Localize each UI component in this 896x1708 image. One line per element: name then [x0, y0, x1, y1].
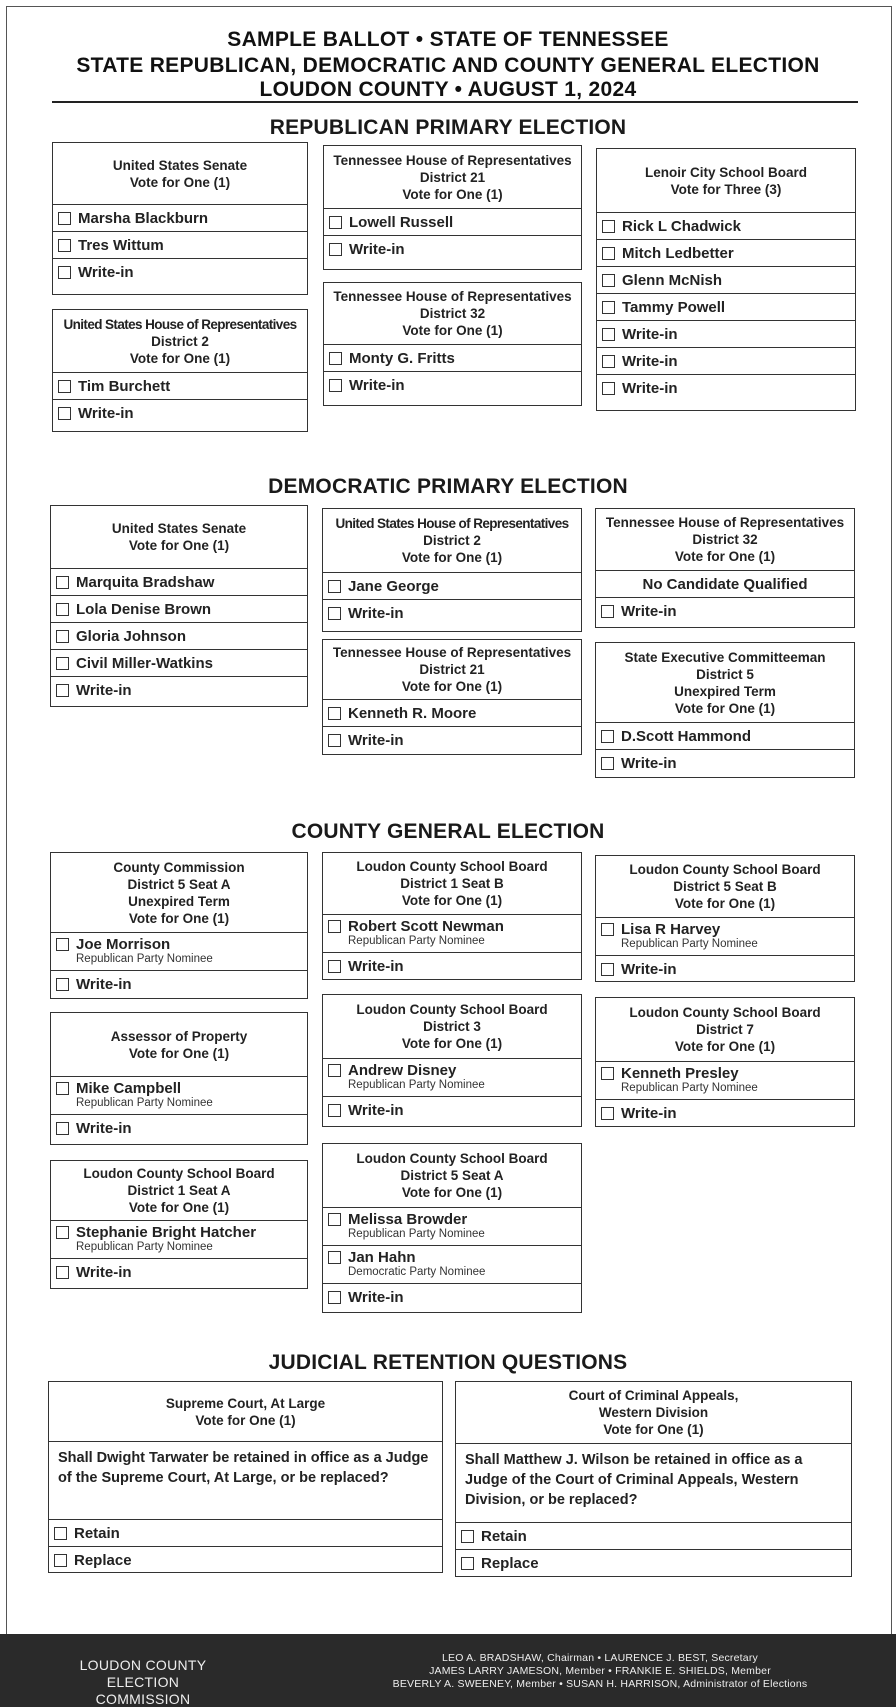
write-in-label: Write-in [348, 1102, 404, 1119]
candidate-name: Lowell Russell [349, 213, 454, 231]
checkbox[interactable] [601, 1067, 614, 1080]
vote-instruction: Vote for One (1) [401, 550, 503, 565]
contest-header [51, 506, 307, 569]
candidate-name: Andrew Disney [348, 1062, 457, 1079]
contest-header [456, 1382, 851, 1444]
candidate-option[interactable] [51, 1077, 307, 1115]
contest-title: Tennessee House of Representatives [333, 289, 572, 304]
contest-header [596, 998, 854, 1062]
candidate-option[interactable] [323, 1059, 581, 1097]
party-label: Republican Party Nominee [348, 1228, 485, 1240]
checkbox[interactable] [328, 580, 341, 593]
checkbox[interactable] [58, 380, 71, 393]
checkbox[interactable] [328, 707, 341, 720]
district-label: District 3 [423, 1019, 481, 1034]
school-board-1b-contest [322, 852, 582, 980]
contest-title: Tennessee House of Representatives [605, 515, 845, 530]
contest-title: Supreme Court, At Large [165, 1395, 326, 1411]
contest-header [323, 640, 581, 700]
candidate-option[interactable] [596, 723, 854, 750]
write-in-label: Write-in [349, 377, 405, 394]
district-label: District 32 [419, 306, 486, 321]
contest-header [596, 643, 854, 723]
party-label: Democratic Party Nominee [348, 1266, 486, 1278]
candidate-option[interactable] [596, 918, 854, 956]
vote-instruction: Vote for One (1) [128, 1200, 230, 1215]
checkbox[interactable] [602, 220, 615, 233]
supreme-court-question [48, 1381, 443, 1573]
option-label: Replace [74, 1552, 132, 1569]
ballot-title: SAMPLE BALLOT • STATE OF TENNESSEE [227, 28, 669, 51]
checkbox[interactable] [56, 1082, 69, 1095]
party-label: Republican Party Nominee [348, 935, 485, 947]
checkbox[interactable] [461, 1530, 474, 1543]
dem-tn-house-32-contest [595, 508, 855, 628]
members-line-2: JAMES LARRY JAMESON, Member • FRANKIE E. SHIELDS, Member [429, 1665, 771, 1677]
write-in-option[interactable] [324, 236, 581, 263]
candidate-option[interactable] [51, 569, 307, 596]
district-label: District 5 Seat A [400, 1168, 504, 1183]
checkbox[interactable] [58, 266, 71, 279]
checkbox[interactable] [328, 734, 341, 747]
write-in-option[interactable] [51, 1115, 307, 1142]
candidate-option[interactable] [597, 240, 855, 267]
district-label: District 32 [692, 532, 758, 547]
contest-header [53, 310, 307, 373]
checkbox[interactable] [56, 1226, 69, 1239]
contest-header [323, 995, 581, 1059]
vote-instruction: Vote for One (1) [401, 893, 503, 908]
footer-bar [0, 1634, 896, 1707]
district-label: District 5 Seat A [127, 876, 231, 892]
checkbox[interactable] [602, 301, 615, 314]
checkbox[interactable] [328, 920, 341, 933]
contest-header [323, 1144, 581, 1208]
vote-instruction: Vote for One (1) [402, 323, 503, 338]
contest-header [49, 1382, 442, 1442]
write-in-option[interactable] [324, 372, 581, 399]
county-section-title: COUNTY GENERAL ELECTION [291, 820, 605, 843]
members-line-3: BEVERLY A. SWEENEY, Member • SUSAN H. HARRISON, Administrator of Elections [392, 1678, 808, 1690]
checkbox[interactable] [56, 1122, 69, 1135]
checkbox[interactable] [602, 355, 615, 368]
vote-instruction: Vote for One (1) [401, 1036, 503, 1051]
vote-instruction: Vote for Three (3) [670, 181, 782, 197]
retention-question-text: Shall Matthew J. Wilson be retained in office as a Judge of the Court of Criminal Appeals, Western Division, or be replaced? [456, 1444, 851, 1523]
vote-instruction: Vote for One (1) [401, 1185, 503, 1200]
rep-lenoir-school-board-contest [596, 148, 856, 411]
commission-name [58, 1657, 228, 1708]
write-in-label: Write-in [621, 755, 677, 772]
checkbox[interactable] [58, 212, 71, 225]
members-line-1: LEO A. BRADSHAW, Chairman • LAURENCE J. BEST, Secretary [442, 1652, 758, 1664]
commission-line-1: LOUDON COUNTY [79, 1657, 207, 1673]
party-label: Republican Party Nominee [76, 1097, 213, 1109]
write-in-option[interactable] [597, 348, 855, 375]
write-in-label: Write-in [76, 1120, 132, 1137]
candidate-name: Mike Campbell [76, 1080, 182, 1097]
contest-title: Loudon County School Board [83, 1166, 275, 1181]
write-in-option[interactable] [596, 750, 854, 777]
write-in-label: Write-in [78, 405, 134, 422]
contest-title: Loudon County School Board [356, 1002, 548, 1017]
candidate-option[interactable] [323, 700, 581, 727]
school-board-5b-contest [595, 855, 855, 982]
write-in-option[interactable] [597, 375, 855, 402]
option-label: Retain [74, 1524, 120, 1542]
write-in-label: Write-in [621, 961, 677, 978]
checkbox[interactable] [328, 1251, 341, 1264]
write-in-option[interactable] [597, 321, 855, 348]
party-label: Republican Party Nominee [76, 1241, 213, 1253]
county-date: LOUDON COUNTY • AUGUST 1, 2024 [259, 78, 637, 101]
vote-instruction: Vote for One (1) [401, 679, 503, 694]
contest-title: Loudon County School Board [629, 1005, 821, 1020]
criminal-appeals-question [455, 1381, 852, 1577]
term-label: Unexpired Term [128, 893, 230, 909]
retention-question-text: Shall Dwight Tarwater be retained in office as a Judge of the Supreme Court, At Large, or be replaced? [49, 1442, 442, 1520]
checkbox[interactable] [56, 657, 69, 670]
commission-line-2: ELECTION COMMISSION [95, 1674, 191, 1707]
contest-header [596, 856, 854, 918]
contest-title: United States Senate [112, 157, 248, 173]
rep-senate-contest [52, 142, 308, 295]
write-in-option[interactable] [51, 1259, 307, 1286]
write-in-option[interactable] [51, 971, 307, 998]
write-in-label: Write-in [621, 1105, 677, 1122]
write-in-option[interactable] [51, 677, 307, 704]
contest-title: Lenoir City School Board [644, 164, 807, 180]
contest-title: Loudon County School Board [356, 1151, 548, 1166]
candidate-option[interactable] [53, 232, 307, 259]
candidate-name: Civil Miller-Watkins [76, 654, 213, 672]
rep-us-house-contest [52, 309, 308, 432]
candidate-name: Monty G. Fritts [349, 349, 455, 367]
candidate-name: D.Scott Hammond [621, 727, 752, 745]
contest-header [597, 149, 855, 213]
write-in-option[interactable] [323, 1097, 581, 1124]
vote-instruction: Vote for One (1) [128, 1045, 230, 1061]
header-rule [52, 101, 858, 103]
checkbox[interactable] [602, 382, 615, 395]
candidate-name: Kenneth R. Moore [348, 704, 477, 722]
checkbox[interactable] [56, 603, 69, 616]
vote-instruction: Vote for One (1) [674, 1039, 776, 1054]
contest-title: Loudon County School Board [629, 862, 821, 877]
replace-option[interactable] [49, 1547, 442, 1574]
candidate-option[interactable] [323, 915, 581, 953]
candidate-option[interactable] [53, 205, 307, 232]
candidate-option[interactable] [596, 1062, 854, 1100]
checkbox[interactable] [601, 963, 614, 976]
candidate-name: Gloria Johnson [76, 627, 187, 645]
contest-header [324, 146, 581, 209]
write-in-label: Write-in [348, 732, 404, 749]
contest-header [323, 509, 581, 573]
candidate-option[interactable] [323, 1246, 581, 1284]
party-label: Republican Party Nominee [621, 938, 758, 950]
candidate-name: Jan Hahn [348, 1249, 416, 1266]
candidate-name: Tim Burchett [78, 377, 171, 395]
candidate-option[interactable] [323, 573, 581, 600]
contest-title: United States Senate [111, 521, 247, 536]
checkbox[interactable] [601, 1107, 614, 1120]
checkbox[interactable] [328, 960, 341, 973]
write-in-label: Write-in [348, 958, 404, 975]
candidate-option[interactable] [597, 267, 855, 294]
district-label: District 5 Seat B [673, 879, 777, 894]
rep-tn-house-21-contest [323, 145, 582, 270]
candidate-name: Kenneth Presley [621, 1065, 739, 1082]
district-label: District 1 Seat A [127, 1183, 231, 1198]
checkbox[interactable] [328, 1064, 341, 1077]
checkbox[interactable] [58, 407, 71, 420]
vote-instruction: Vote for One (1) [195, 1412, 296, 1428]
write-in-label: Write-in [622, 352, 678, 370]
democratic-section-title: DEMOCRATIC PRIMARY ELECTION [268, 475, 628, 498]
write-in-label: Write-in [622, 380, 678, 397]
checkbox[interactable] [601, 730, 614, 743]
party-label: Republican Party Nominee [348, 1079, 485, 1091]
contest-title: County Commission [113, 859, 245, 875]
contest-title: Court of Criminal Appeals, [568, 1388, 739, 1403]
checkbox[interactable] [56, 576, 69, 589]
candidate-option[interactable] [51, 623, 307, 650]
retain-option[interactable] [456, 1523, 851, 1550]
no-candidate-notice: No Candidate Qualified [596, 571, 854, 598]
district-label: District 1 Seat B [400, 876, 504, 891]
contest-title: United States House of Representatives [335, 516, 569, 531]
checkbox[interactable] [328, 1213, 341, 1226]
candidate-option[interactable] [597, 213, 855, 240]
contest-header [51, 1161, 307, 1221]
candidate-name: Marsha Blackburn [78, 209, 209, 227]
vote-instruction: Vote for One (1) [128, 910, 230, 926]
write-in-option[interactable] [596, 598, 854, 625]
contest-header [324, 283, 581, 345]
write-in-label: Write-in [78, 264, 134, 281]
vote-instruction: Vote for One (1) [674, 896, 776, 911]
checkbox[interactable] [54, 1554, 67, 1567]
checkbox[interactable] [602, 328, 615, 341]
contest-header [323, 853, 581, 915]
write-in-option[interactable] [323, 727, 581, 754]
checkbox[interactable] [328, 1104, 341, 1117]
write-in-label: Write-in [348, 605, 404, 622]
checkbox[interactable] [56, 1266, 69, 1279]
candidate-name: Stephanie Bright Hatcher [76, 1224, 257, 1241]
option-label: Retain [481, 1527, 527, 1545]
school-board-1a-contest [50, 1160, 308, 1289]
checkbox[interactable] [56, 938, 69, 951]
option-label: Replace [481, 1555, 539, 1572]
write-in-label: Write-in [621, 603, 677, 620]
term-label: Unexpired Term [674, 683, 776, 699]
checkbox[interactable] [329, 352, 342, 365]
candidate-option[interactable] [53, 373, 307, 400]
candidate-option[interactable] [597, 294, 855, 321]
checkbox[interactable] [329, 243, 342, 256]
contest-header [596, 509, 854, 571]
candidate-name: Rick L Chadwick [622, 217, 741, 235]
commission-members [330, 1652, 870, 1691]
checkbox[interactable] [328, 1291, 341, 1304]
contest-title: Assessor of Property [110, 1028, 248, 1044]
district-label: District 5 [696, 666, 754, 682]
candidate-option[interactable] [324, 209, 581, 236]
write-in-option[interactable] [596, 1100, 854, 1127]
district-label: District 21 [419, 169, 486, 185]
checkbox[interactable] [56, 630, 69, 643]
checkbox[interactable] [601, 605, 614, 618]
dem-state-exec-committee-contest [595, 642, 855, 778]
checkbox[interactable] [58, 239, 71, 252]
election-title: STATE REPUBLICAN, DEMOCRATIC AND COUNTY GENERAL ELECTION [76, 54, 820, 77]
write-in-option[interactable] [323, 1284, 581, 1311]
school-board-3-contest [322, 994, 582, 1127]
candidate-name: Melissa Browder [348, 1211, 468, 1228]
school-board-7-contest [595, 997, 855, 1127]
vote-instruction: Vote for One (1) [129, 174, 231, 190]
candidate-name: Marquita Bradshaw [76, 573, 215, 591]
vote-instruction: Vote for One (1) [129, 350, 231, 366]
party-label: Republican Party Nominee [621, 1082, 758, 1094]
dem-tn-house-21-contest [322, 639, 582, 755]
candidate-name: Lola Denise Brown [76, 600, 212, 618]
school-board-5a-contest [322, 1143, 582, 1313]
candidate-name: Mitch Ledbetter [622, 244, 734, 262]
write-in-label: Write-in [349, 241, 405, 258]
write-in-option[interactable] [323, 953, 581, 980]
party-label: Republican Party Nominee [76, 953, 213, 965]
write-in-label: Write-in [76, 682, 132, 699]
vote-instruction: Vote for One (1) [674, 549, 776, 564]
candidate-option[interactable] [51, 1221, 307, 1259]
write-in-label: Write-in [348, 1289, 404, 1306]
write-in-option[interactable] [53, 400, 307, 427]
candidate-option[interactable] [323, 1208, 581, 1246]
candidate-option[interactable] [51, 933, 307, 971]
checkbox[interactable] [461, 1557, 474, 1570]
contest-title: Tennessee House of Representatives [333, 152, 572, 168]
district-label: Western Division [598, 1405, 709, 1420]
candidate-option[interactable] [51, 650, 307, 677]
candidate-name: Joe Morrison [76, 936, 171, 953]
dem-us-house-contest [322, 508, 582, 632]
judicial-section-title: JUDICIAL RETENTION QUESTIONS [268, 1351, 628, 1374]
dem-senate-contest [50, 505, 308, 707]
checkbox[interactable] [54, 1527, 67, 1540]
write-in-label: Write-in [622, 325, 678, 343]
checkbox[interactable] [56, 978, 69, 991]
contest-header [51, 853, 307, 933]
write-in-option[interactable] [596, 956, 854, 983]
checkbox[interactable] [602, 247, 615, 260]
candidate-name: Glenn McNish [622, 271, 723, 289]
contest-title: Loudon County School Board [356, 859, 548, 874]
candidate-option[interactable] [324, 345, 581, 372]
retain-option[interactable] [49, 1520, 442, 1547]
write-in-option[interactable] [323, 600, 581, 627]
candidate-name: Tres Wittum [78, 236, 164, 254]
write-in-option[interactable] [53, 259, 307, 286]
district-label: District 21 [419, 662, 485, 677]
checkbox[interactable] [329, 379, 342, 392]
contest-title: State Executive Committeeman [624, 649, 826, 665]
candidate-name: Robert Scott Newman [348, 918, 504, 935]
checkbox[interactable] [601, 923, 614, 936]
contest-header [51, 1013, 307, 1077]
vote-instruction: Vote for One (1) [402, 186, 503, 202]
candidate-name: Lisa R Harvey [621, 921, 721, 938]
write-in-label: Write-in [76, 976, 132, 993]
checkbox[interactable] [601, 757, 614, 770]
contest-header [53, 143, 307, 205]
candidate-name: Jane George [348, 577, 439, 595]
contest-title: Tennessee House of Representatives [332, 645, 572, 660]
district-label: District 2 [151, 333, 209, 349]
republican-section-title: REPUBLICAN PRIMARY ELECTION [269, 116, 627, 139]
replace-option[interactable] [456, 1550, 851, 1577]
write-in-label: Write-in [76, 1264, 132, 1281]
district-label: District 7 [696, 1022, 754, 1037]
assessor-contest [50, 1012, 308, 1145]
checkbox[interactable] [329, 216, 342, 229]
contest-title: United States House of Representatives [63, 316, 297, 332]
vote-instruction: Vote for One (1) [674, 700, 776, 716]
vote-instruction: Vote for One (1) [128, 538, 230, 553]
district-label: District 2 [423, 533, 481, 548]
vote-instruction: Vote for One (1) [603, 1422, 704, 1437]
candidate-name: Tammy Powell [622, 298, 726, 316]
rep-tn-house-32-contest [323, 282, 582, 406]
candidate-option[interactable] [51, 596, 307, 623]
checkbox[interactable] [56, 684, 69, 697]
checkbox[interactable] [328, 607, 341, 620]
county-commission-contest [50, 852, 308, 999]
checkbox[interactable] [602, 274, 615, 287]
